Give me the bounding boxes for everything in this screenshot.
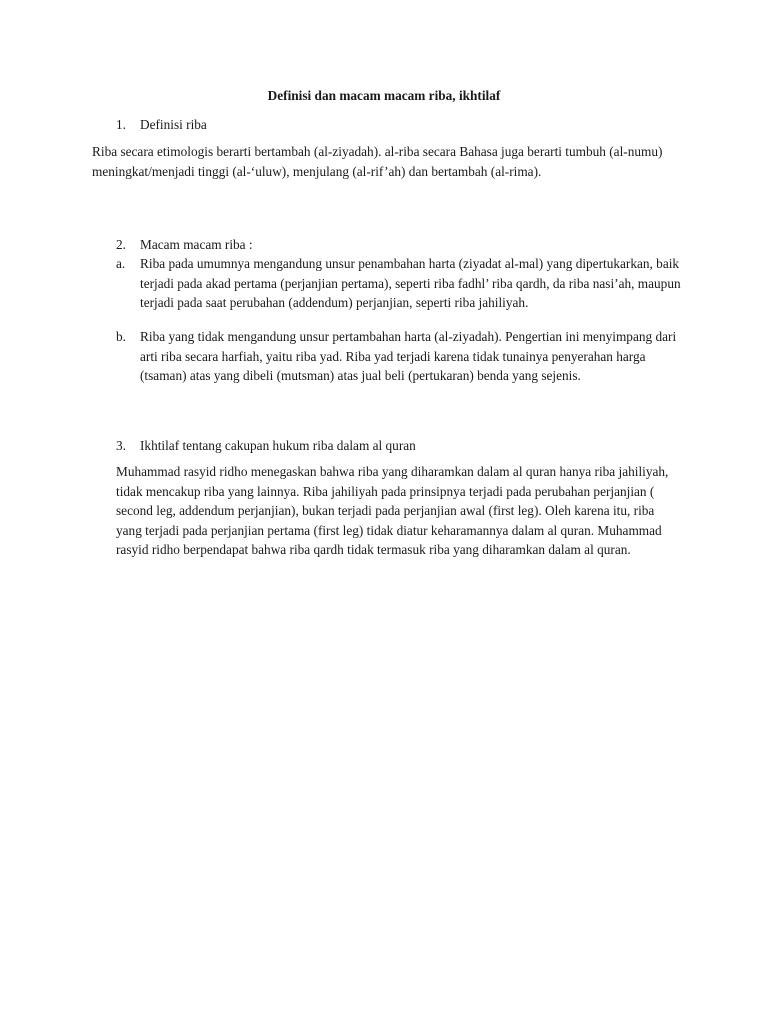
list-marker-b: b. <box>116 329 126 344</box>
document-title: Definisi dan macam macam riba, ikhtilaf <box>267 88 501 103</box>
section-2-title: Macam macam riba : <box>140 237 253 252</box>
list-text-b: Riba yang tidak mengandung unsur pertambahan harta (al-ziyadah). Pengertian ini menyimpang dari arti riba secara harfiah, yaitu riba yad. Riba yad terjadi karena tidak tunainya penyerahan harga (tsaman) atas yang dibeli (mutsman) atas jual beli (pertukaran) benda yang sejenis. <box>140 329 677 383</box>
section-1-number: 1. <box>116 117 126 132</box>
section-3-heading <box>116 436 416 455</box>
section-3-title: Ikhtilaf tentang cakupan hukum riba dalam al quran <box>140 438 416 453</box>
section-1-paragraph: Riba secara etimologis berarti bertambah (al-ziyadah). al-riba secara Bahasa juga berarti tumbuh (al-numu) meningkat/menjadi tinggi (al-‘uluw), menjulang (al-rif’ah) dan bertambah (al-rima). <box>92 144 663 179</box>
section-1-title: Definisi riba <box>140 117 207 132</box>
section-3-number: 3. <box>116 438 126 453</box>
section-2-heading <box>116 235 253 254</box>
section-3-paragraph: Muhammad rasyid ridho menegaskan bahwa riba yang diharamkan dalam al quran hanya riba jahiliyah, tidak mencakup riba yang lainnya. Riba jahiliyah pada prinsipnya terjadi pada perubahan perjanjian ( second leg, addendum perjanjian), bukan terjadi pada perjanjian awal (first leg). Oleh karena itu, riba yang terjadi pada perjanjian pertama (first leg) tidak diatur keharamannya dalam al quran. Muhammad rasyid ridho berpendapat bahwa riba qardh tidak termasuk riba yang diharamkan dalam al quran. <box>116 464 669 557</box>
list-item-b <box>116 327 682 386</box>
section-2-number: 2. <box>116 237 126 252</box>
list-item-a <box>116 254 682 313</box>
list-text-a: Riba pada umumnya mengandung unsur penambahan harta (ziyadat al-mal) yang dipertukarkan, baik terjadi pada akad pertama (perjanjian pertama), seperti riba fadhl’ riba qardh, da riba nasi’ah, maupun terjadi pada saat perubahan (addendum) perjanjian, seperti riba jahiliyah. <box>140 256 681 310</box>
section-1-heading <box>116 115 207 134</box>
list-marker-a: a. <box>116 256 126 271</box>
